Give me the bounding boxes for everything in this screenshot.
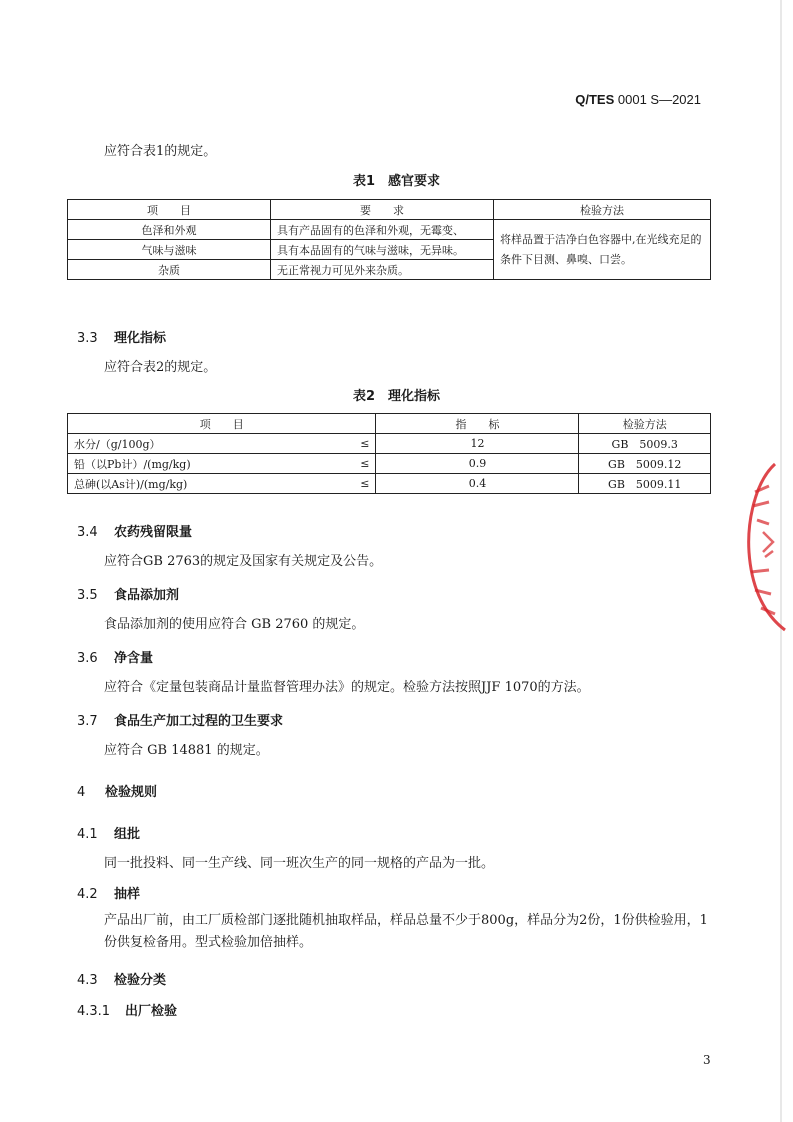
section-4-3-1-heading [77, 1000, 177, 1019]
section-title: 组批 [114, 827, 141, 842]
table-cell: GB 5009.3 [579, 434, 711, 454]
seal-stamp [735, 462, 793, 632]
section-title: 净含量 [114, 651, 154, 666]
table-cell: 12 [376, 434, 579, 454]
section-3-3-heading [77, 327, 166, 346]
table-header-cell: 检验方法 [579, 414, 711, 434]
standard-code-number: 0001 S—2021 [617, 92, 701, 107]
standard-code [575, 92, 701, 107]
table-header-cell: 项 目 [68, 200, 271, 220]
table-cell: 铅（以Pb计）/(mg/kg) [68, 454, 346, 474]
section-number: 3.3 [77, 331, 98, 346]
standard-code-prefix: Q/TES [575, 92, 615, 107]
section-number: 3.4 [77, 525, 98, 540]
table-row [68, 434, 711, 454]
table-cell-operator: ≤ [345, 434, 376, 454]
section-3-6-text: 应符合《定量包装商品计量监督管理办法》的规定。检验方法按照JJF 1070的方法。 [104, 680, 590, 695]
table-header-cell: 要 求 [271, 200, 494, 220]
section-title: 理化指标 [114, 331, 167, 346]
section-4-1-text: 同一批投料、同一生产线、同一班次生产的同一规格的产品为一批。 [104, 856, 495, 871]
table1-caption: 表1 感官要求 [352, 174, 441, 189]
table-cell-method: 将样品置于洁净白色容器中,在光线充足的条件下目测、鼻嗅、口尝。 [494, 220, 711, 280]
section-3-6-heading [77, 647, 153, 666]
table-cell: 0.9 [376, 454, 579, 474]
page-number: 3 [703, 1053, 711, 1067]
section-number: 4.2 [77, 887, 98, 902]
table-header-row [68, 414, 711, 434]
section-title: 抽样 [114, 887, 141, 902]
table-row [68, 474, 711, 494]
table-header-cell: 项 目 [68, 414, 376, 434]
table-cell: 具有产品固有的色泽和外观，无霉变、 [271, 220, 494, 240]
section-title: 农药残留限量 [114, 525, 193, 540]
section-number: 4 [77, 785, 86, 800]
intro-text: 应符合表1的规定。 [104, 144, 217, 159]
section-title: 食品生产加工过程的卫生要求 [114, 714, 284, 729]
table-cell: 0.4 [376, 474, 579, 494]
section-3-4-heading [77, 521, 192, 540]
section-3-4-text: 应符合GB 2763的规定及国家有关规定及公告。 [104, 554, 383, 569]
section-title: 检验分类 [114, 973, 167, 988]
table-cell: GB 5009.11 [579, 474, 711, 494]
section-3-5-text: 食品添加剂的使用应符合 GB 2760 的规定。 [104, 617, 365, 632]
table-cell: 总砷(以As计)/(mg/kg) [68, 474, 346, 494]
section-4-2-heading [77, 883, 140, 902]
section-4-1-heading [77, 823, 140, 842]
physicochemical-table [67, 413, 711, 494]
section-4-2-text: 产品出厂前，由工厂质检部门逐批随机抽取样品，样品总量不少于800g，样品分为2份，1份供检验用，1份供复检备用。型式检验加倍抽样。 [104, 913, 708, 950]
section-number: 4.3.1 [77, 1004, 111, 1019]
section-4-heading [77, 781, 157, 800]
table-header-row [68, 200, 711, 220]
sensory-table [67, 199, 711, 280]
section-3-7-heading [77, 710, 283, 729]
table-row [68, 454, 711, 474]
table-cell-operator: ≤ [345, 474, 376, 494]
section-number: 3.5 [77, 588, 98, 603]
section-title: 出厂检验 [125, 1004, 178, 1019]
section-3-7-text: 应符合 GB 14881 的规定。 [104, 743, 269, 758]
section-number: 4.1 [77, 827, 98, 842]
table-cell: 无正常视力可见外来杂质。 [271, 260, 494, 280]
table-cell-operator: ≤ [345, 454, 376, 474]
section-number: 3.6 [77, 651, 98, 666]
table-cell: 杂质 [68, 260, 271, 280]
table-header-cell: 检验方法 [494, 200, 711, 220]
table-cell: GB 5009.12 [579, 454, 711, 474]
section-title: 检验规则 [105, 785, 158, 800]
section-number: 4.3 [77, 973, 98, 988]
table-cell: 气味与滋味 [68, 240, 271, 260]
section-title: 食品添加剂 [114, 588, 180, 603]
section-number: 3.7 [77, 714, 98, 729]
table-header-cell: 指 标 [376, 414, 579, 434]
table-cell: 具有本品固有的气味与滋味，无异味。 [271, 240, 494, 260]
table-cell: 水分/（g/100g） [68, 434, 346, 454]
table2-caption: 表2 理化指标 [352, 389, 441, 404]
section-3-3-text: 应符合表2的规定。 [104, 360, 217, 375]
table-cell: 色泽和外观 [68, 220, 271, 240]
section-3-5-heading [77, 584, 179, 603]
table-row [68, 220, 711, 240]
section-4-3-heading [77, 969, 166, 988]
